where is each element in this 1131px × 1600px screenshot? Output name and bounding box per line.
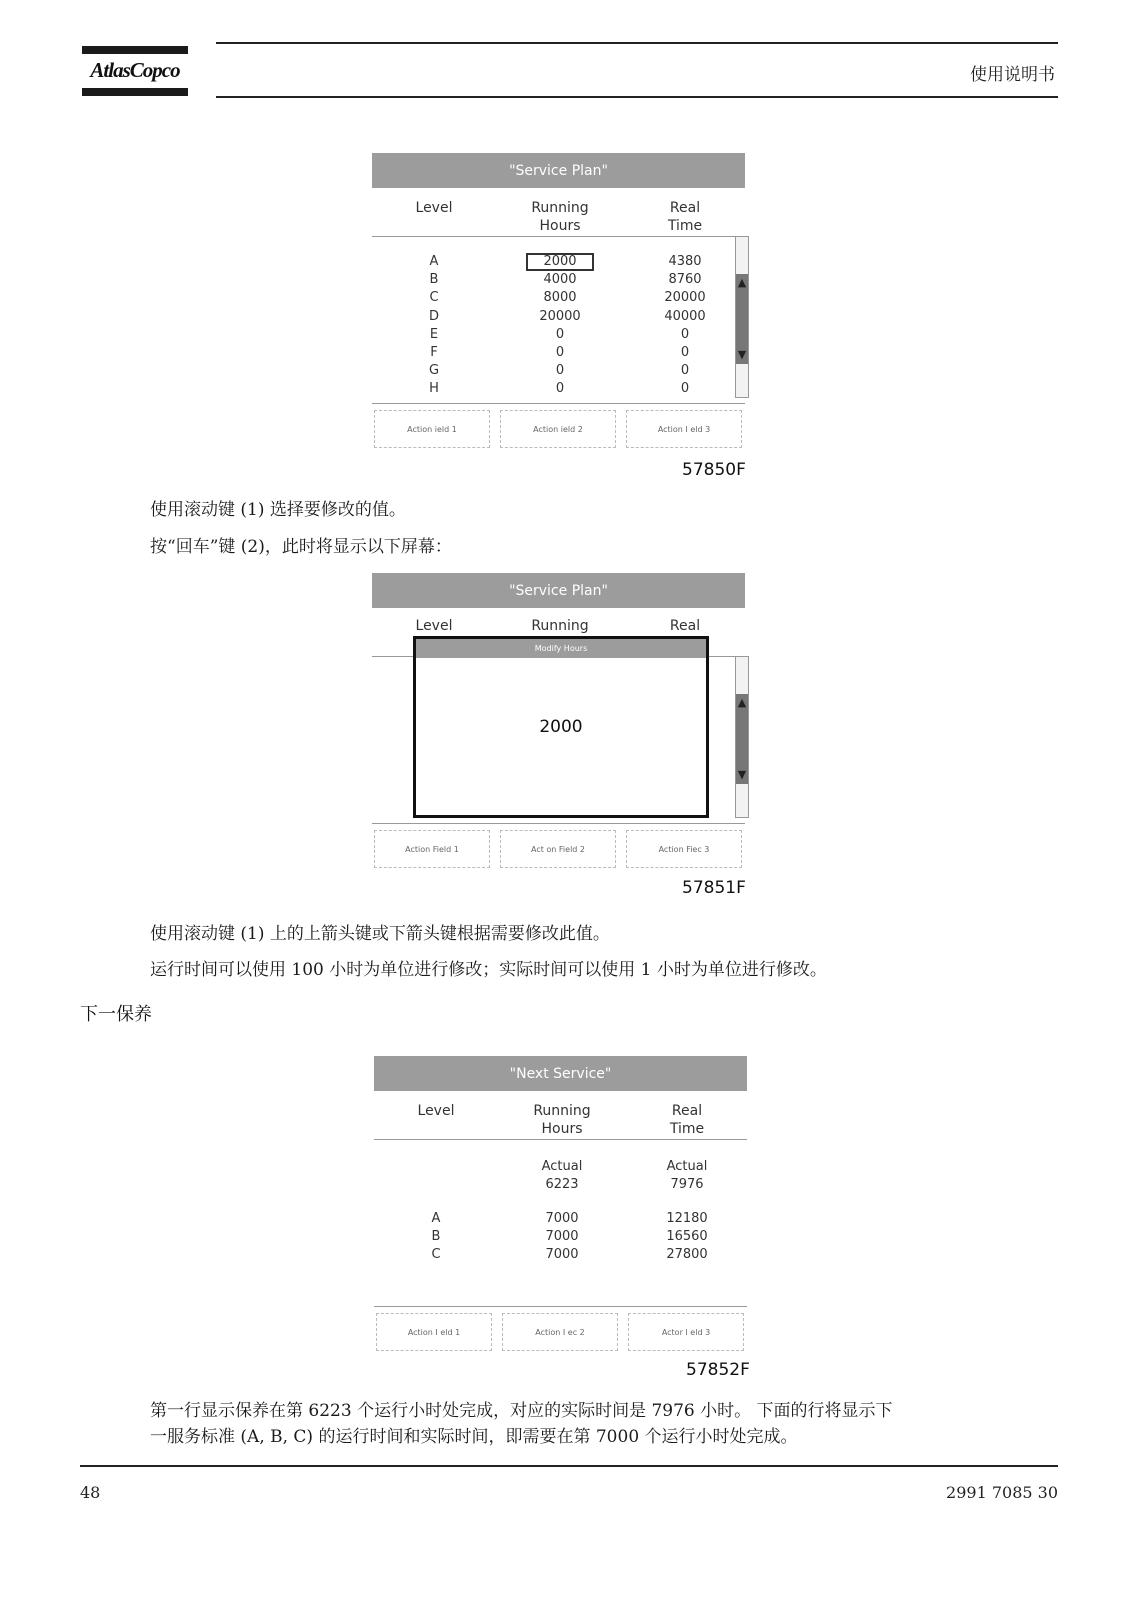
real-time-cell[interactable]: 40000 [664, 308, 706, 324]
real-time-cell: 16560 [666, 1229, 708, 1245]
actual-label: Actual [666, 1159, 708, 1174]
action-divider [374, 1306, 747, 1307]
description-text: 一服务标准 (A, B, C) 的运行时间和实际时间，即需要在第 7000 个运行小时处完成。 [150, 1427, 798, 1447]
action-field-1[interactable]: Action I eld 1 [376, 1313, 492, 1351]
screen-title: "Next Service" [374, 1056, 747, 1091]
table-row-level: H [429, 381, 439, 397]
scroll-up-arrow-icon[interactable]: ▲ [737, 696, 747, 709]
action-field-3[interactable]: Action I eld 3 [626, 410, 742, 448]
page-number: 48 [80, 1483, 101, 1502]
level-column-header: Level [415, 618, 453, 634]
actual-running-value: 6223 [545, 1177, 579, 1193]
scrollbar[interactable] [735, 656, 749, 818]
header-rule-top [216, 42, 1058, 44]
scrollbar[interactable] [735, 236, 749, 398]
real-time-cell[interactable]: 0 [680, 344, 690, 360]
real-column-header: Real [669, 618, 701, 634]
action-field-3[interactable]: Action Fiec 3 [626, 830, 742, 868]
table-row-level: D [428, 308, 439, 324]
real-time-column [635, 253, 735, 399]
table-row-level: A [429, 254, 439, 269]
table-row-level: B [429, 272, 439, 288]
table-row-level: G [428, 363, 440, 379]
running-hours-cell[interactable]: 0 [555, 326, 565, 342]
running-hours-column [512, 1210, 612, 1265]
instruction-text: 使用滚动键 (1) 选择要修改的值。 [150, 500, 406, 520]
edit-value[interactable]: 2000 [539, 717, 583, 737]
header-divider [372, 236, 745, 237]
table-row-level: E [429, 326, 439, 342]
scroll-down-arrow-icon[interactable]: ▼ [737, 348, 747, 361]
running-hours-cell: 7000 [545, 1229, 579, 1245]
table-row-level: C [429, 290, 439, 306]
footer-rule [80, 1465, 1058, 1467]
running-hours-cell: 7000 [545, 1211, 579, 1226]
actual-real-value: 7976 [670, 1177, 704, 1193]
real-time-cell[interactable]: 0 [680, 363, 690, 379]
logo-bar-bottom [82, 88, 188, 96]
real-time-cell: 12180 [666, 1211, 708, 1226]
real-time-column-header: Real Time [667, 200, 703, 234]
table-row-level: F [430, 344, 438, 360]
real-time-cell: 27800 [666, 1247, 708, 1263]
header-divider [374, 1139, 747, 1140]
figure-id: 57852F [686, 1360, 750, 1380]
action-field-2[interactable]: Act on Field 2 [500, 830, 616, 868]
real-time-column [637, 1210, 737, 1265]
figure-id: 57851F [682, 878, 746, 898]
scroll-up-arrow-icon[interactable]: ▲ [737, 276, 747, 289]
real-time-cell[interactable]: 0 [680, 326, 690, 342]
brand-logo: AtlasCopco [90, 58, 180, 82]
real-time-cell[interactable]: 4380 [668, 254, 702, 269]
running-hours-cell[interactable]: 0 [555, 344, 565, 360]
level-column-header: Level [415, 200, 453, 216]
actual-label: Actual [541, 1159, 583, 1174]
logo-bar-top [82, 46, 188, 54]
action-field-3[interactable]: Actor I eld 3 [628, 1313, 744, 1351]
action-field-2[interactable]: Action ield 2 [500, 410, 616, 448]
running-hours-column [510, 253, 610, 399]
action-field-1[interactable]: Action Field 1 [374, 830, 490, 868]
actual-running-block [512, 1158, 612, 1194]
modify-hours-dialog[interactable] [413, 636, 709, 818]
real-time-cell[interactable]: 8760 [668, 272, 702, 288]
scroll-down-arrow-icon[interactable]: ▼ [737, 768, 747, 781]
table-row-level: C [431, 1247, 441, 1263]
dialog-title: Modify Hours [416, 639, 706, 658]
running-hours-cell[interactable]: 0 [555, 381, 565, 397]
instruction-text: 按“回车”键 (2)，此时将显示以下屏幕： [150, 537, 452, 557]
table-row-level: A [431, 1211, 441, 1226]
screen-title: "Service Plan" [372, 153, 745, 188]
instruction-text: 运行时间可以使用 100 小时为单位进行修改；实际时间可以使用 1 小时为单位进行修改。 [150, 960, 827, 980]
service-plan-screen [372, 153, 745, 453]
actual-real-block [637, 1158, 737, 1194]
action-divider [372, 403, 745, 404]
level-column-header: Level [417, 1103, 455, 1119]
header-rule-bottom [216, 96, 1058, 98]
action-field-1[interactable]: Action ield 1 [374, 410, 490, 448]
level-column [392, 1210, 480, 1265]
figure-id: 57850F [682, 460, 746, 480]
modify-hours-screen [372, 573, 745, 873]
running-hours-cell: 7000 [545, 1247, 579, 1263]
instruction-text: 使用滚动键 (1) 上的上箭头键或下箭头键根据需要修改此值。 [150, 924, 610, 944]
running-hours-cell[interactable]: 8000 [543, 290, 577, 306]
running-hours-column-header: Running Hours [533, 1103, 591, 1137]
action-field-2[interactable]: Action I ec 2 [502, 1313, 618, 1351]
real-time-column-header: Real Time [669, 1103, 705, 1137]
real-time-cell[interactable]: 20000 [664, 290, 706, 306]
screen-title: "Service Plan" [372, 573, 745, 608]
table-row-level: B [431, 1229, 441, 1245]
running-column-header: Running [531, 618, 589, 634]
header-title: 使用说明书 [970, 65, 1055, 85]
action-divider [372, 823, 745, 824]
running-hours-cell[interactable]: 0 [555, 363, 565, 379]
section-heading: 下一保养 [80, 1004, 152, 1025]
description-text: 第一行显示保养在第 6223 个运行小时处完成，对应的实际时间是 7976 小时。 下面的行将显示下 [150, 1401, 893, 1421]
document-number: 2991 7085 30 [946, 1483, 1058, 1502]
running-hours-column-header: Running Hours [531, 200, 589, 234]
selected-value-cell[interactable]: 2000 [527, 254, 592, 270]
real-time-cell[interactable]: 0 [680, 381, 690, 397]
running-hours-cell[interactable]: 20000 [539, 308, 581, 324]
next-service-screen [374, 1056, 747, 1356]
level-column [390, 253, 478, 399]
running-hours-cell[interactable]: 4000 [543, 272, 577, 288]
